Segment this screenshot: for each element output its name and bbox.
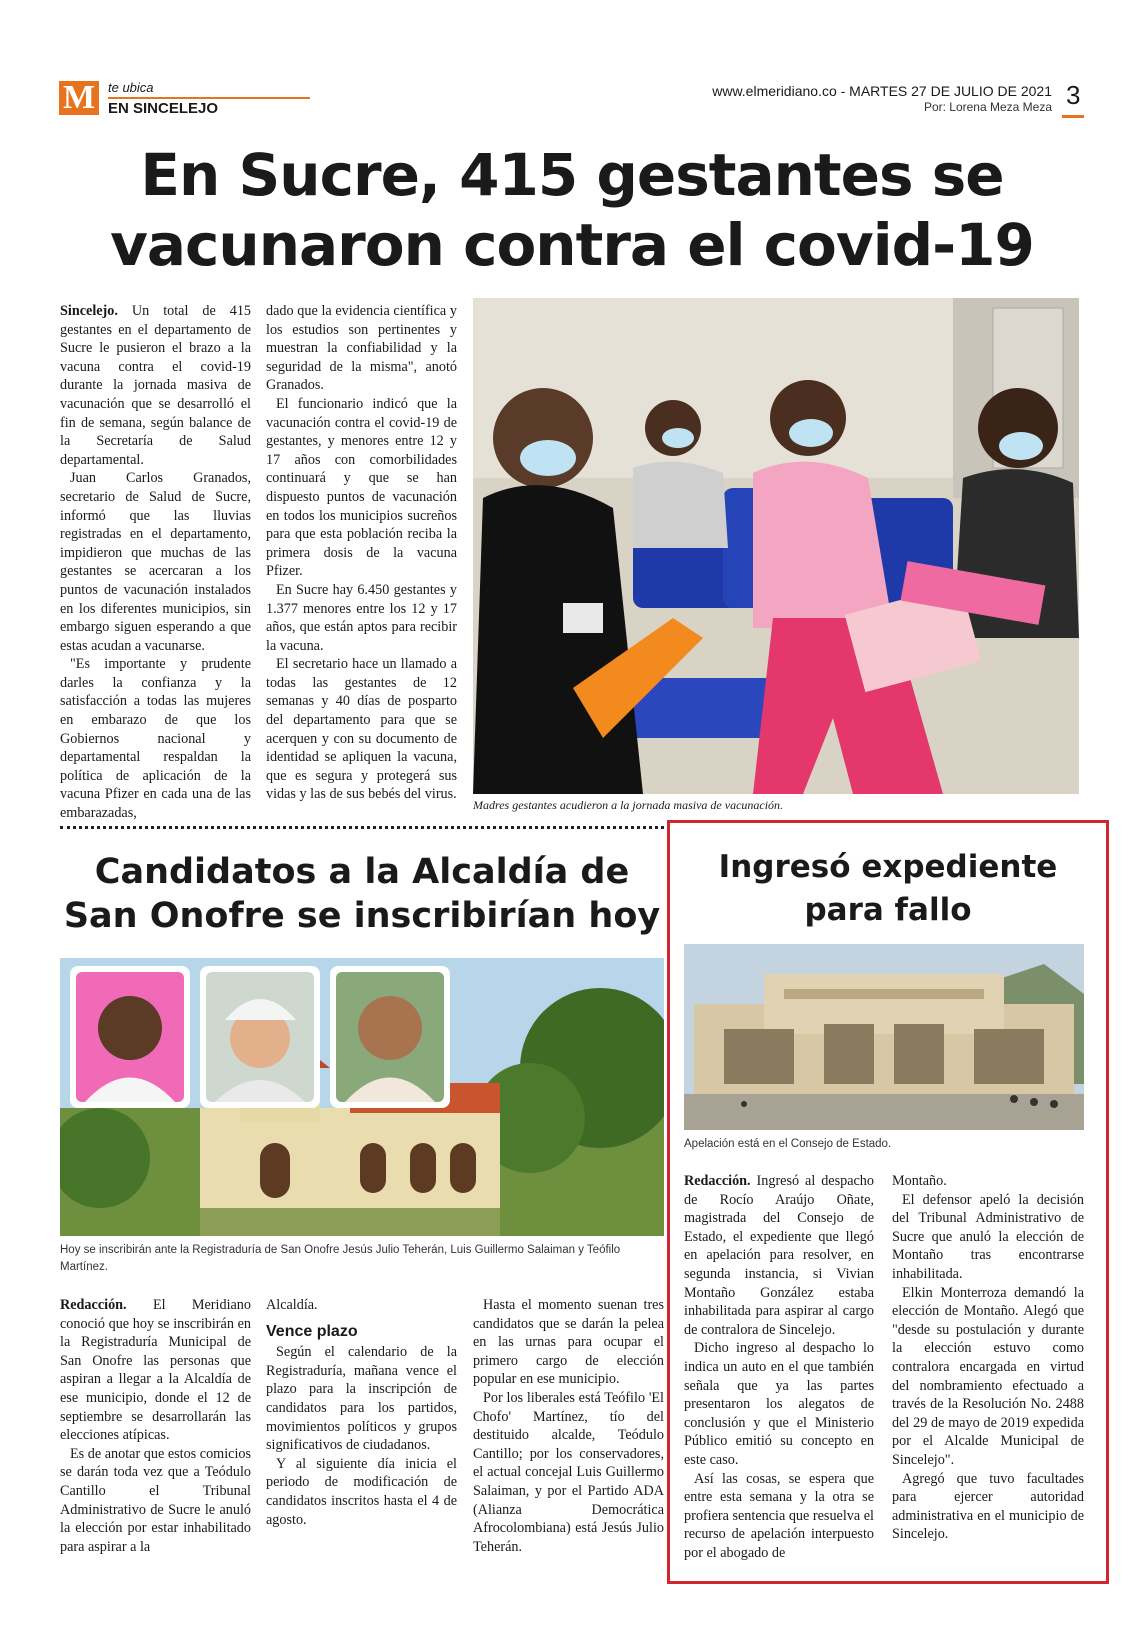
author-byline: Por: Lorena Meza Meza bbox=[923, 100, 1052, 114]
paragraph: Es de anotar que estos comicios se darán toda vez que a Teódulo Cantillo el Tribunal Administrativo de Sucre le anuló la elección por estar inhabilitado para aspirar a la bbox=[60, 1445, 251, 1555]
main-story-column-1 bbox=[60, 302, 251, 823]
dateline: Redacción. bbox=[684, 1173, 751, 1189]
page-number-underline bbox=[1062, 115, 1084, 118]
san-onofre-photo-caption: Hoy se inscribirán ante la Registraduría de San Onofre Jesús Julio Teherán, Luis Guillermo Salaiman y Teófilo Martínez. bbox=[60, 1244, 621, 1273]
headline-line-2: vacunaron contra el covid-19 bbox=[110, 211, 1034, 279]
story2-headline bbox=[60, 850, 664, 938]
story3-column-2 bbox=[892, 1172, 1084, 1544]
paragraph: En Sucre hay 6.450 gestantes y 1.377 menores entre los 12 y 17 años, que están aptos para recibir la vacuna. bbox=[266, 581, 457, 654]
vaccination-photo-caption: Madres gestantes acudieron a la jornada masiva de vacunación. bbox=[473, 798, 784, 812]
paragraph: Juan Carlos Granados, secretario de Salud de Sucre, informó que las lluvias registradas en el departamento, impidieron que muchas de las gestantes se acercaran a los puntos de vacunación instalados en los diferentes municipios, sin embargo siguen esperando a que estas acudan a vacunarse. bbox=[60, 470, 251, 654]
story2-headline-line-2: San Onofre se inscribirían hoy bbox=[63, 896, 661, 936]
headline-line-1: En Sucre, 415 gestantes se bbox=[140, 141, 1004, 209]
story2-headline-line-1: Candidatos a la Alcaldía de bbox=[94, 852, 630, 892]
dateline: Redacción. bbox=[60, 1297, 127, 1313]
paragraph: El Meridiano conoció que hoy se inscribirán en la Registraduría Municipal de San Onofre las personas que aspiran a llegar a la Alcaldía de ese municipio, donde el 12 de septiembre se desarrollarán las elecciones atípicas. bbox=[60, 1297, 251, 1444]
paragraph: Y al siguiente día inicia el periodo de modificación de candidatos inscritos hasta el 4 de agosto. bbox=[266, 1455, 457, 1528]
paragraph: Montaño. bbox=[892, 1173, 947, 1189]
consejo-photo-caption: Apelación está en el Consejo de Estado. bbox=[684, 1138, 892, 1150]
site-and-date: www.elmeridiano.co - MARTES 27 DE JULIO DE 2021 bbox=[712, 83, 1052, 99]
subheading: Vence plazo bbox=[266, 1322, 358, 1340]
section-name: EN SINCELEJO bbox=[108, 100, 219, 117]
paragraph: Un total de 415 gestantes en el departamento de Sucre le pusieron el brazo a la vacuna contra el covid-19 durante la jornada masiva de vacunación que se desarrolló el fin de semana, según balance de la Secretaría de Salud departamental. bbox=[60, 303, 252, 468]
paragraph: Así las cosas, se espera que entre esta semana y la otra se profiera sentencia que resuelva el recurso de apelación interpuesto por el abogado de bbox=[684, 1470, 874, 1561]
story2-column-3 bbox=[473, 1296, 664, 1556]
paragraph: dado que la evidencia científica y los estudios son pertinentes y muestran la confiabilidad y la seguridad de la misma", anotó Granados. bbox=[266, 303, 457, 394]
paragraph: "Es importante y prudente darles la confianza y la satisfacción a todas las mujeres en embarazo de que los Gobiernos nacional y departamental respaldan la política de aplicación de la vacuna Pfizer en cada una de las embarazadas, bbox=[60, 656, 251, 822]
story3-column-1 bbox=[684, 1172, 874, 1562]
paragraph: Por los liberales está Teófilo 'El Chofo' Martínez, tío del destituido alcalde, Teódulo Cantillo; por los conservadores, el actual concejal Luis Guillermo Salaiman, y por el Partido ADA (Alianza Democrática Afrocolombiana) está Jesús Julio Teherán. bbox=[473, 1389, 664, 1555]
paragraph: Dicho ingreso al despacho lo indica un auto en el que también señala que ya las partes presentaron los alegatos de conclusión y que el Ministerio Público emitió su concepto en este caso. bbox=[684, 1340, 874, 1468]
story3-headline-line-1: Ingresó expediente bbox=[718, 849, 1058, 885]
paragraph: El secretario hace un llamado a todas las gestantes de 12 semanas y 40 días de posparto del departamento para que se acerquen y con su documento de identidad se apliquen la vacuna, que es segura y protegerá sus vidas y las de sus bebés del virus. bbox=[266, 656, 457, 803]
story3-headline bbox=[672, 846, 1104, 932]
paragraph: Agregó que tuvo facultades para ejercer autoridad administrativa en el municipio de Sincelejo. bbox=[892, 1470, 1084, 1543]
section-tag: te ubica bbox=[108, 80, 154, 95]
vaccination-photo bbox=[473, 298, 1079, 794]
main-story-column-2 bbox=[266, 302, 457, 804]
paragraph: Según el calendario de la Registraduría, mañana vence el plazo para la inscripción de candidatos para los partidos, movimientos políticos y grupos significativos de ciudadanos. bbox=[266, 1344, 457, 1454]
san-onofre-photo bbox=[60, 958, 664, 1236]
paragraph: Elkin Monterroza demandó la elección de Montaño. Alegó que "desde su postulación y durante la elección estuvo como contralora encargada en virtud del nombramiento efectuado a través de la Resolución No. 2488 del 29 de mayo de 2019 expedida por el Alcalde Municipal de Sincelejo". bbox=[892, 1284, 1084, 1468]
story2-column-1 bbox=[60, 1296, 251, 1556]
main-headline bbox=[40, 140, 1104, 280]
story2-column-2 bbox=[266, 1296, 457, 1529]
section-divider-dotted bbox=[60, 826, 664, 829]
paragraph: Hasta el momento suenan tres candidatos que se darán la pelea en las urnas para ocupar el primero cargo de elección popular en ese municipio. bbox=[473, 1297, 664, 1388]
story3-headline-line-2: para fallo bbox=[804, 892, 972, 928]
paragraph: El defensor apeló la decisión del Tribunal Administrativo de Sucre que anuló la elección de Montaño tras encontrarse inhabilitada. bbox=[892, 1191, 1084, 1282]
page-number: 3 bbox=[1066, 80, 1081, 110]
newspaper-logo: M bbox=[59, 81, 99, 115]
paragraph: Ingresó al despacho de Rocío Araújo Oñate, magistrada del Consejo de Estado, el expediente que llegó en apelación para resolver, en segunda instancia, si Vivian Montaño González estaba inhabilitada para aspirar al cargo de contralora de Sincelejo. bbox=[684, 1173, 874, 1338]
paragraph: El funcionario indicó que la vacunación contra el covid-19 de gestantes, y menores entre 12 y 17 años con comorbilidades continuará y que se han dispuesto puntos de vacunación en todos los municipios sucreños para que esta población reciba la primera dosis de la vacuna Pfizer. bbox=[266, 395, 457, 580]
consejo-de-estado-photo bbox=[684, 944, 1084, 1130]
section-divider bbox=[108, 97, 310, 99]
paragraph: Alcaldía. bbox=[266, 1297, 318, 1313]
dateline: Sincelejo. bbox=[60, 303, 118, 319]
